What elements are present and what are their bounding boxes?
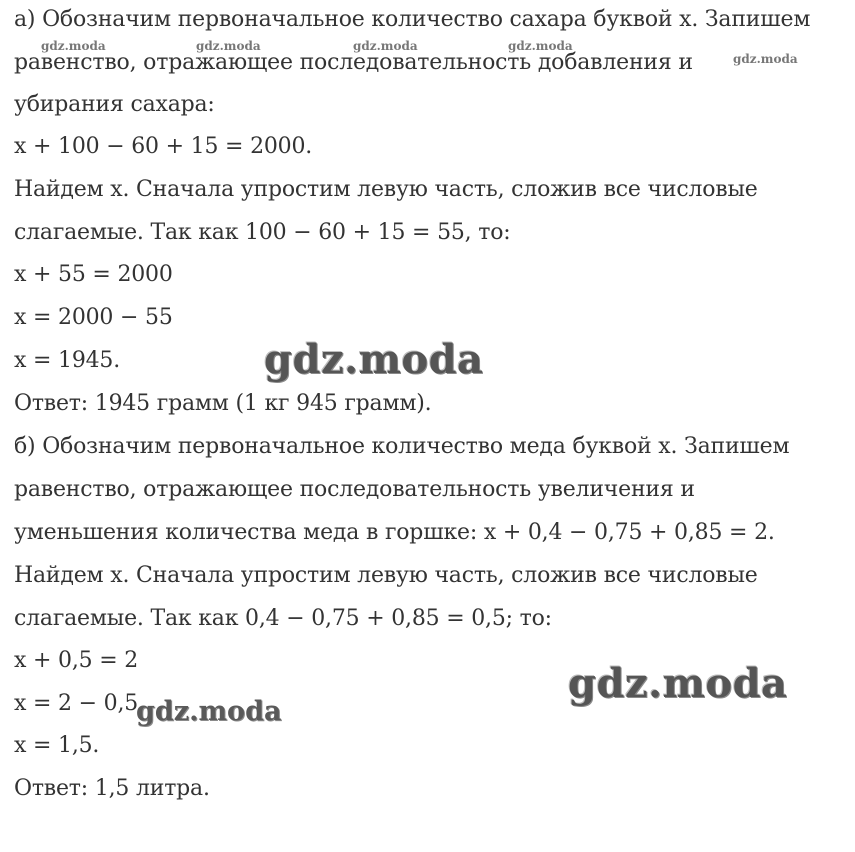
equation-line: x + 100 − 60 + 15 = 2000. <box>14 134 313 159</box>
watermark: gdz.moda <box>733 52 798 66</box>
text-line: Найдем x. Сначала упростим левую часть, сложив все числовые <box>14 177 758 202</box>
equation-line: x = 2 − 0,5 <box>14 691 139 716</box>
text-line: равенство, отражающее последовательность увеличения и <box>14 477 695 502</box>
equation-line: x + 0,5 = 2 <box>14 648 139 673</box>
text-line-a-intro: а) Обозначим первоначальное количество сахара буквой x. Запишем <box>14 7 811 32</box>
answer-line-a: Ответ: 1945 грамм (1 кг 945 грамм). <box>14 391 432 416</box>
watermark: gdz.moda <box>353 39 418 53</box>
text-line: слагаемые. Так как 0,4 − 0,75 + 0,85 = 0,5; то: <box>14 606 552 631</box>
watermark: gdz.moda <box>196 39 261 53</box>
text-line-b-intro: б) Обозначим первоначальное количество меда буквой x. Запишем <box>14 434 790 459</box>
text-line: равенство, отражающее последовательность добавления и <box>14 50 693 75</box>
text-line: Найдем x. Сначала упростим левую часть, сложив все числовые <box>14 563 758 588</box>
watermark: gdz.moda <box>264 336 484 383</box>
watermark: gdz.moda <box>508 39 573 53</box>
text-line: убирания сахара: <box>14 92 215 117</box>
text-line: слагаемые. Так как 100 − 60 + 15 = 55, то: <box>14 220 511 245</box>
equation-line: x = 2000 − 55 <box>14 305 173 330</box>
equation-line: x = 1,5. <box>14 733 100 758</box>
answer-line-b: Ответ: 1,5 литра. <box>14 776 210 801</box>
equation-line: x = 1945. <box>14 348 121 373</box>
watermark: gdz.moda <box>136 696 282 727</box>
watermark: gdz.moda <box>41 39 106 53</box>
equation-line: x + 55 = 2000 <box>14 262 173 287</box>
text-line: уменьшения количества меда в горшке: x + 0,4 − 0,75 + 0,85 = 2. <box>14 520 775 545</box>
watermark: gdz.moda <box>568 660 788 707</box>
